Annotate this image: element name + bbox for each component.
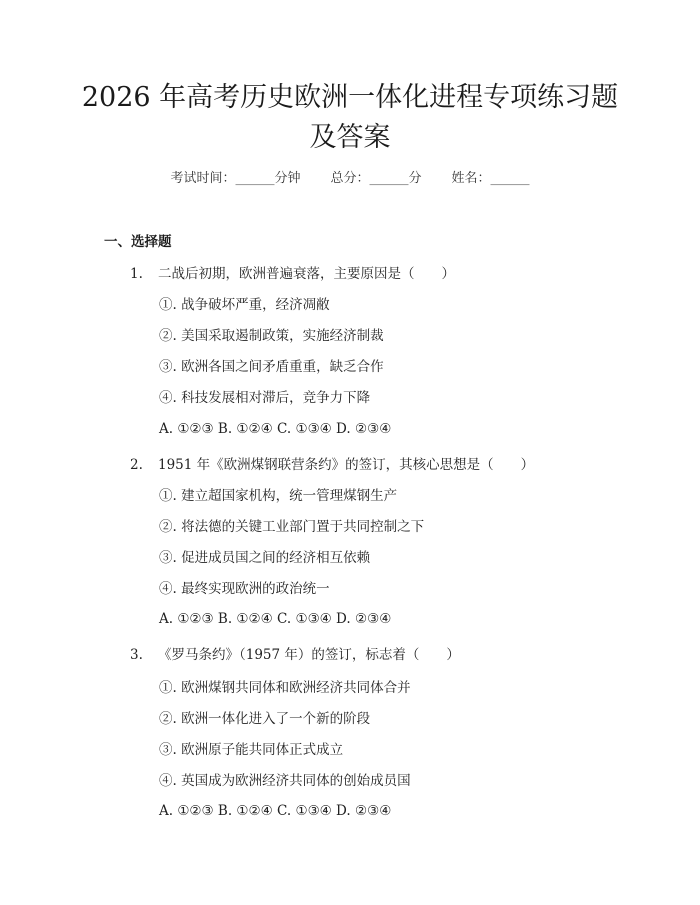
question-2-item-1: ①. 建立超国家机构，统一管理煤钢生产 xyxy=(159,488,398,504)
total-score-field: 总分：______分 xyxy=(330,171,422,186)
question-1-item-2: ②. 美国采取遏制政策，实施经济制裁 xyxy=(159,328,384,344)
question-1-choices: A. ①②③ B. ①②④ C. ①③④ D. ②③④ xyxy=(159,421,392,437)
question-2-item-4: ④. 最终实现欧洲的政治统一 xyxy=(159,581,330,597)
question-1-stem xyxy=(130,262,455,282)
name-field: 姓名：______ xyxy=(451,171,530,186)
question-1-item-3: ③. 欧洲各国之间矛盾重重，缺乏合作 xyxy=(159,359,384,375)
document-title xyxy=(0,78,700,158)
question-3-item-3: ③. 欧洲原子能共同体正式成立 xyxy=(159,742,344,758)
question-number: 2. xyxy=(130,457,143,473)
question-2-choices: A. ①②③ B. ①②④ C. ①③④ D. ②③④ xyxy=(159,611,392,627)
question-text: 二战后初期，欧洲普遍衰落，主要原因是（ ） xyxy=(158,266,455,282)
question-text: 1951 年《欧洲煤钢联营条约》的签订，其核心思想是（ ） xyxy=(158,457,535,473)
question-1-item-4: ④. 科技发展相对滞后，竞争力下降 xyxy=(159,390,371,406)
title-line-2: 及答案 xyxy=(309,122,391,153)
question-number: 3. xyxy=(130,647,143,663)
question-2-stem xyxy=(130,453,534,473)
question-text: 《罗马条约》（1957 年）的签订，标志着（ ） xyxy=(158,647,460,663)
question-3-stem xyxy=(130,643,460,663)
question-3-item-1: ①. 欧洲煤钢共同体和欧洲经济共同体合并 xyxy=(159,680,411,696)
title-line-1: 2026 年高考历史欧洲一体化进程专项练习题 xyxy=(81,82,619,113)
exam-meta xyxy=(0,167,700,186)
question-3-item-4: ④. 英国成为欧洲经济共同体的创始成员国 xyxy=(159,773,411,789)
section-heading: 一、选择题 xyxy=(104,234,172,250)
exam-time-field: 考试时间：______分钟 xyxy=(170,171,301,186)
question-2-item-3: ③. 促进成员国之间的经济相互依赖 xyxy=(159,550,371,566)
question-3-choices: A. ①②③ B. ①②④ C. ①③④ D. ②③④ xyxy=(159,803,392,819)
question-number: 1. xyxy=(130,266,143,282)
question-2-item-2: ②. 将法德的关键工业部门置于共同控制之下 xyxy=(159,519,425,535)
question-1-item-1: ①. 战争破坏严重，经济凋敝 xyxy=(159,297,330,313)
question-3-item-2: ②. 欧洲一体化进入了一个新的阶段 xyxy=(159,711,371,727)
